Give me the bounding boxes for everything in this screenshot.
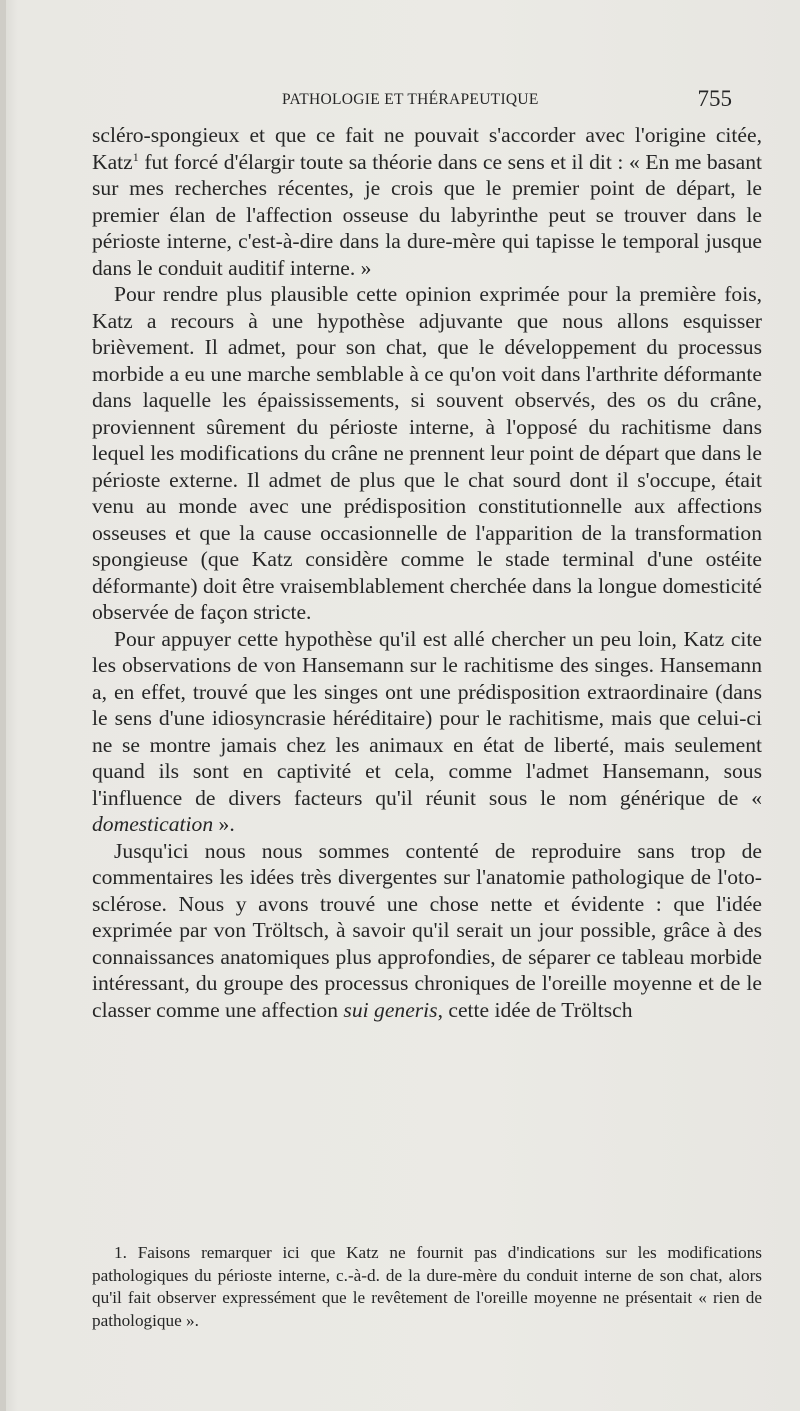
paragraph-4-text-cont: , cette idée de Tröltsch	[437, 997, 633, 1022]
footnote-text: 1. Faisons remarquer ici que Katz ne fournit pas d'indications sur les modifications pathologiques du périoste interne, c.-à-d. de la dure-mère du conduit interne de son chat, alors qu'il fait observer expressément que le revêtement de l'oreille moyenne ne présentait « rien de pathologique ».	[92, 1243, 762, 1330]
paragraph-3-text-cont: ».	[213, 812, 235, 836]
paragraph-1-text-cont: fut forcé d'élargir toute sa théorie dans ce sens et il dit : « En me basant sur mes recherches récentes, je crois que le premier point de départ, le premier élan de l'affection osseuse du labyrinthe peut se trouver dans le périoste interne, c'est-à-dire dans la dure-mère qui tapisse le temporal jusque dans le conduit auditif interne. »	[92, 149, 762, 280]
page-edge-shadow	[0, 0, 6, 1411]
running-title: PATHOLOGIE ET THÉRAPEUTIQUE	[282, 91, 539, 108]
paragraph-2: Pour rendre plus plausible cette opinion exprimée pour la première fois, Katz a recours à une hypothèse adjuvante que nous allons esquisser brièvement. Il admet, pour son chat, que le développement du processus morbide a eu une marche semblable à ce qu'on voit dans l'arthrite déformante dans laquelle les épaississements, si souvent observés, des os du crâne, proviennent sûrement du périoste interne, à l'opposé du rachitisme dans lequel les modifications du crâne ne prennent leur point de départ que dans le périoste externe. Il admet de plus que le chat sourd dont il s'occupe, était venu au monde avec une prédisposition constitutionnelle aux affections osseuses et que la cause occasionnelle de l'apparition de la transformation spongieuse (que Katz considère comme le stade terminal d'une ostéite déformante) doit être vraisemblablement cherchée dans la longue domesticité observée de façon stricte.	[92, 282, 762, 624]
paragraph-4-emphasis: sui generis	[343, 997, 438, 1022]
paragraph-1	[92, 122, 762, 281]
paragraph-3	[92, 626, 762, 838]
page-header	[92, 86, 752, 112]
body-text	[92, 122, 762, 1023]
paragraph-3-text: Pour appuyer cette hypothèse qu'il est allé chercher un peu loin, Katz cite les observations de von Hansemann sur le rachitisme des singes. Hansemann a, en effet, trouvé que les singes ont une prédisposition extraordinaire (dans le sens d'une idiosyncrasie héréditaire) pour le rachitisme, mais que celui-ci ne se montre jamais chez les animaux en état de liberté, mais seulement quand ils sont en captivité et cela, comme l'admet Hansemann, sous l'influence de divers facteurs qu'il réunit sous le nom générique de «	[92, 626, 762, 810]
paragraph-1-text: scléro-spongieux et que ce fait ne pouvait s'accorder avec l'origine citée, Katz	[92, 123, 762, 174]
paragraph-4-text: Jusqu'ici nous nous sommes contenté de reproduire sans trop de commentaires les idées très divergentes sur l'anatomie pathologique de l'oto-sclérose. Nous y avons trouvé une chose nette et évidente : que l'idée exprimée par von Tröltsch, à savoir qu'il serait un jour possible, grâce à des connaissances anatomiques plus approfondies, de séparer ce tableau morbide intéressant, du groupe des processus chroniques de l'oreille moyenne et de le classer comme une affection	[92, 838, 762, 1022]
paragraph-3-emphasis: domestication	[92, 812, 214, 836]
page-number: 755	[697, 86, 732, 111]
paragraph-4	[92, 838, 762, 1024]
footnote	[92, 1242, 762, 1332]
footnote-ref: 1	[132, 149, 139, 164]
